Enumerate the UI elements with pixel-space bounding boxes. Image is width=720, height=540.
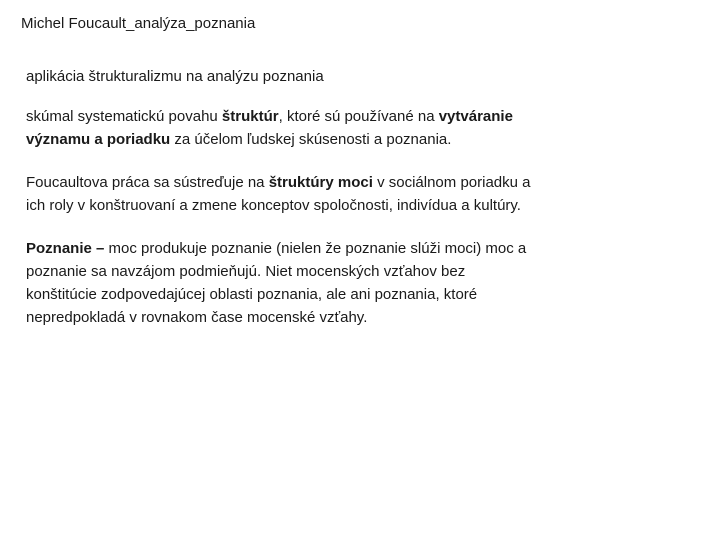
bold-text: štruktúry moci <box>268 174 373 191</box>
text-segment: , ktoré sú používané na <box>278 108 439 125</box>
paragraph-4 <box>26 237 536 329</box>
bold-text: vytváranie významu a poriadku <box>26 108 513 148</box>
paragraph-1 <box>26 65 536 88</box>
text-segment: skúmal systematickú povahu <box>26 108 222 125</box>
text-segment: Foucaultova práca sa sústreďuje na <box>26 174 269 191</box>
paragraph-3 <box>26 171 536 217</box>
paragraph-2 <box>26 105 536 151</box>
text-segment: moc produkuje poznanie (nielen že poznanie slúži moci) moc a poznanie sa navzájom podmieňujú. Niet mocenských vzťahov bez konštitúcie zodpovedajúcej oblasti poznania, ale ani poznania, ktoré nepredpokladá v rovnakom čase mocenské vzťahy. <box>26 240 527 326</box>
bold-text: štruktúr <box>221 108 279 125</box>
slide-content <box>26 65 536 349</box>
text-segment: aplikácia štrukturalizmu na analýzu poznania <box>26 68 324 85</box>
text-segment: za účelom ľudskej skúsenosti a poznania. <box>170 131 452 148</box>
bold-text: Poznanie – <box>26 240 109 257</box>
slide-title: Michel Foucault_analýza_poznania <box>21 15 256 32</box>
text-segment: v sociálnom poriadku a ich roly v konštruovaní a zmene konceptov spoločnosti, indivídua a kultúry. <box>26 174 531 214</box>
